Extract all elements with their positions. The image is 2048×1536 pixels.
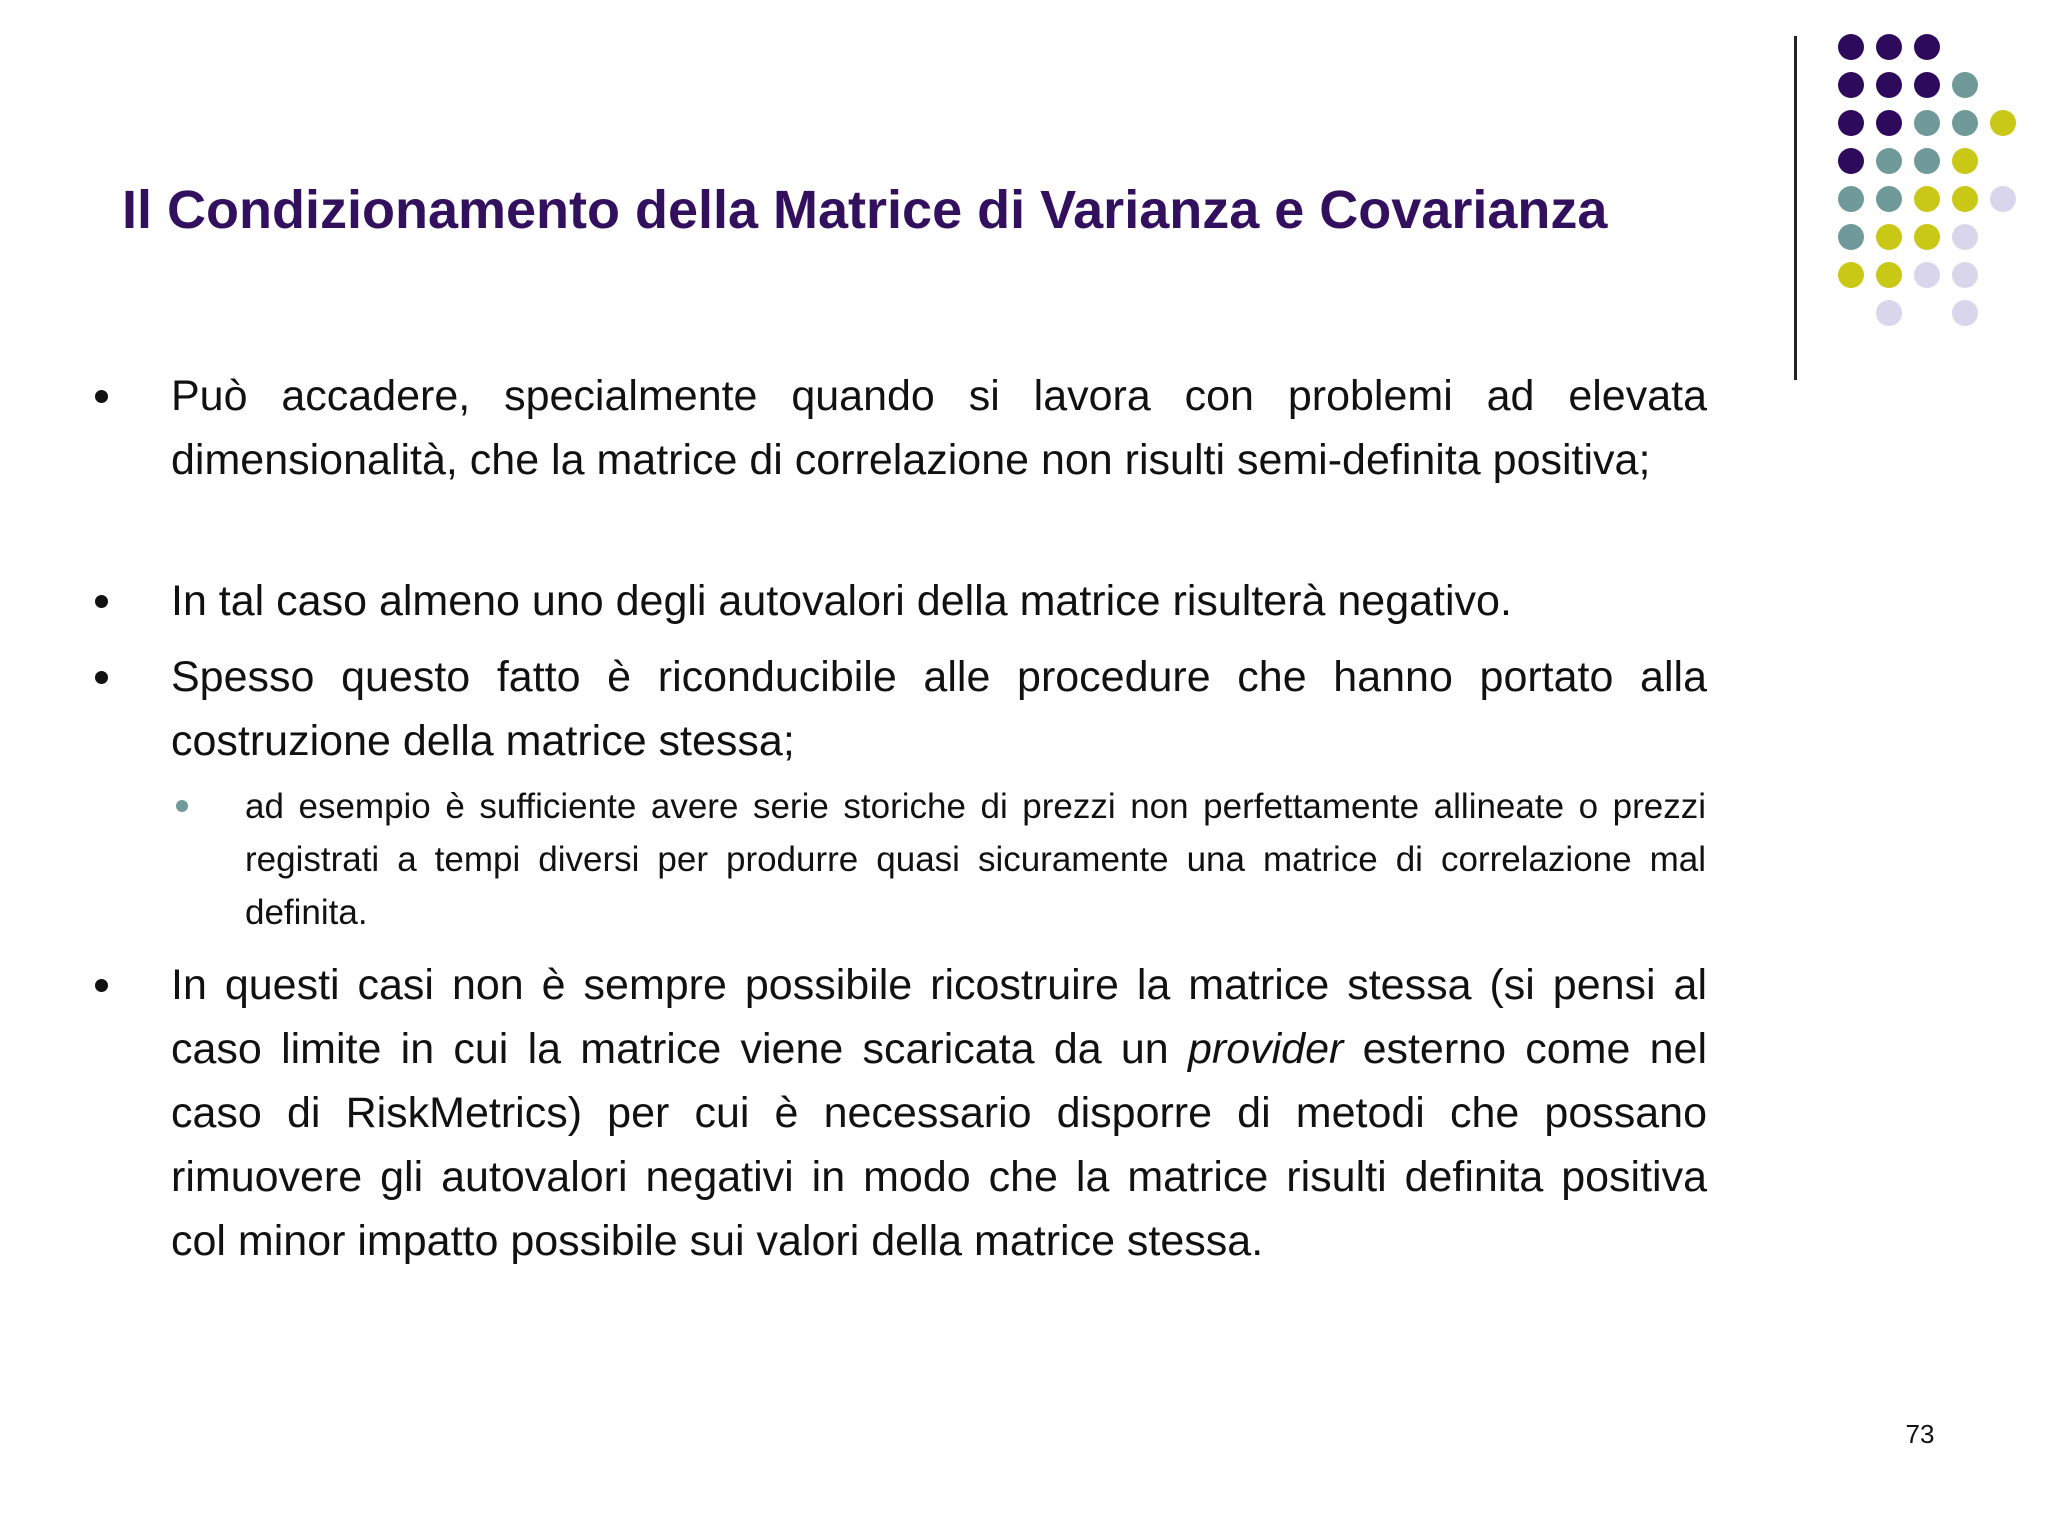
decor-dot [1876,34,1902,60]
decor-dot [1876,148,1902,174]
bullet-item [171,364,1707,492]
decor-dot [1876,300,1902,326]
decor-dot [1952,148,1978,174]
decor-dot [1914,224,1940,250]
bullet-dot-icon [95,390,108,403]
decor-dot [1838,110,1864,136]
slide-title: Il Condizionamento della Matrice di Varianza e Covarianza [122,180,1608,240]
bullet-text-part: esterno come nel caso di RiskMetrics) per cui è necessario disporre di metodi che possano rimuovere gli autovalori negativi in modo che la matrice risulti definita positiva col minor impatto possibile sui valori della matrice stessa. [171,1025,1708,1265]
decor-dot [1952,110,1978,136]
decor-dot [1914,72,1940,98]
decor-dot [1914,262,1940,288]
decor-dot [1838,34,1864,60]
decor-dot [1838,186,1864,212]
decor-dot [1876,224,1902,250]
bullet-dot-icon [95,671,108,684]
bullet-text: In tal caso almeno uno degli autovalori della matrice risulterà negativo. [171,577,1512,625]
bullet-dot-icon [95,595,108,608]
dot-grid-decoration [0,0,2048,340]
bullet-item [171,645,1707,773]
decor-dot [1952,72,1978,98]
decor-dot [1914,148,1940,174]
decor-dot [1914,110,1940,136]
decor-dot [1952,300,1978,326]
decor-dot [1838,148,1864,174]
decor-dot [1990,186,2016,212]
decor-dot [1876,72,1902,98]
bullet-item [171,569,1707,633]
decor-dot [1914,34,1940,60]
bullet-text-italic: provider [1187,1025,1344,1073]
bullet-text: Spesso questo fatto è riconducibile alle procedure che hanno portato alla costruzione della matrice stessa; [171,653,1707,765]
bullet-dot-icon [176,800,188,812]
decor-dot [1838,72,1864,98]
bullet-dot-icon [95,979,108,992]
page-number: 73 [1905,1419,1935,1449]
decor-dot [1990,110,2016,136]
decor-dot [1838,262,1864,288]
decor-dot [1952,262,1978,288]
decor-dot [1914,186,1940,212]
bullet-text-part: In questi casi non è sempre possibile ricostruire la matrice stessa (si pensi al caso limite in cui la matrice viene scaricata da un [171,961,1707,1073]
decor-dot [1876,262,1902,288]
sub-bullet-item [245,780,1706,939]
decor-dot [1838,224,1864,250]
divider-line [1794,36,1797,380]
bullet-text: Può accadere, specialmente quando si lavora con problemi ad elevata dimensionalità, che la matrice di correlazione non risulti semi-definita positiva; [171,372,1707,484]
sub-bullet-text: ad esempio è sufficiente avere serie storiche di prezzi non perfettamente allineate o prezzi registrati a tempi diversi per produrre quasi sicuramente una matrice di correlazione mal definita. [245,787,1706,932]
decor-dot [1952,224,1978,250]
decor-dot [1952,186,1978,212]
decor-dot [1876,186,1902,212]
decor-dot [1876,110,1902,136]
bullet-item [171,953,1707,1273]
